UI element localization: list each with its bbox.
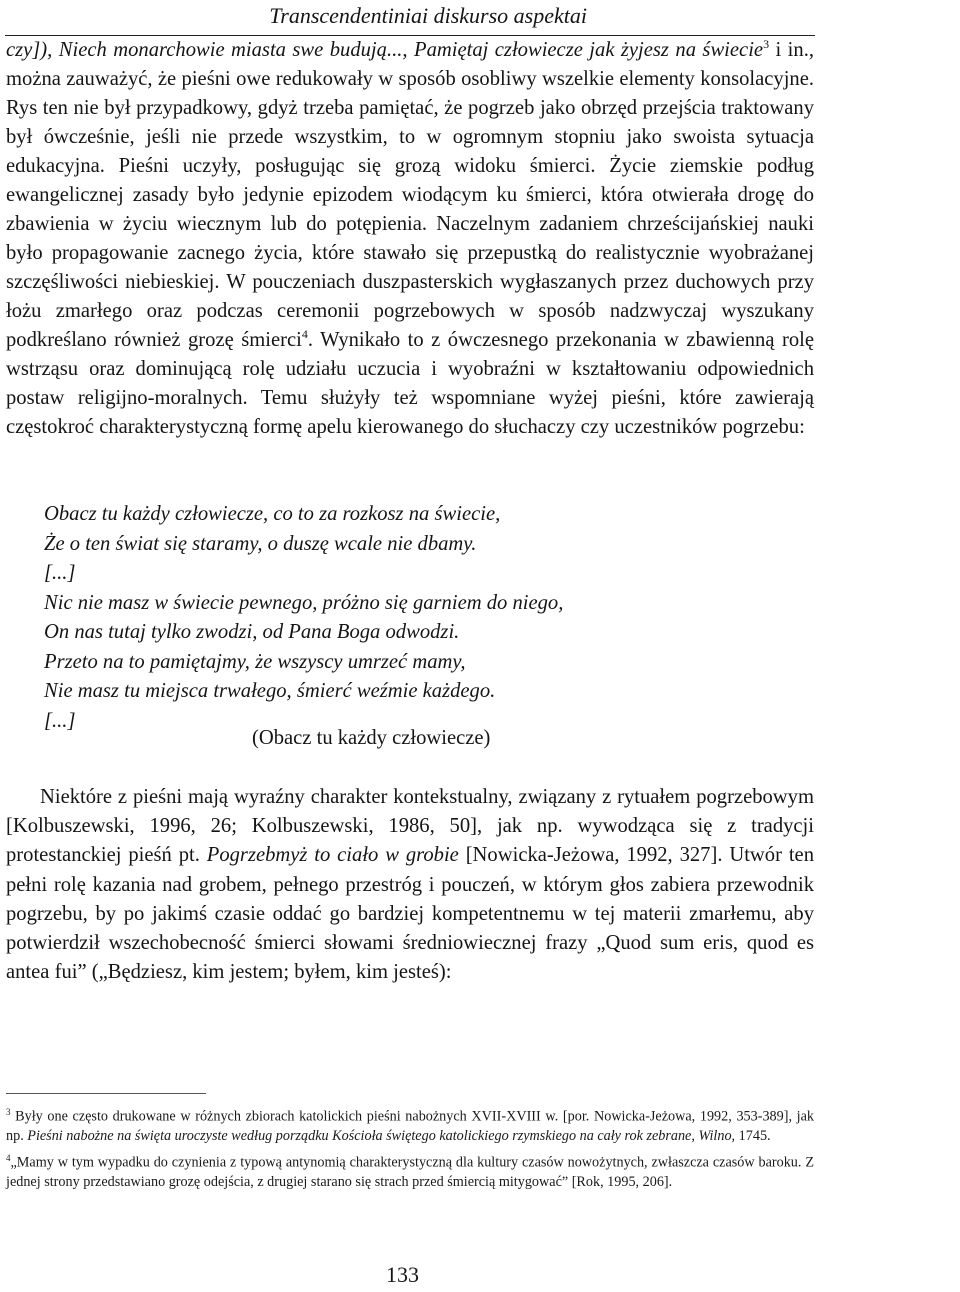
verse-line: Że o ten świat się staramy, o duszę wcale nie dbamy. (44, 532, 477, 555)
footnote-number: 3 (6, 1107, 11, 1117)
footnote-ref-4[interactable]: 4 (301, 327, 308, 342)
footnote-separator (6, 1093, 206, 1094)
header-title: Transcendentiniai diskurso aspektai (269, 3, 587, 28)
footnote-text: „Mamy w tym wypadku do czynienia z typową antynomią charakterystyczną dla kultury czasów nowożytnych, zwłaszcza czasów baroku. Z jednej strony przedstawiano grozę odejścia, z drugiej starano się strach przed śmiercią mitygować” [Rok, 1995, 206]. (6, 1154, 814, 1191)
verse-line: Obacz tu każdy człowiecze, co to za rozkosz na świecie, (44, 503, 501, 525)
footnote-text: Były one często drukowane w różnych zbiorach katolickich pieśni nabożnych XVII-XVIII w. [por. Nowicka-Jeżowa, 1992, 353-389], jak np. (6, 1108, 814, 1145)
paragraph-2-text-continued: [Nowicka-Jeżowa, 1992, 327]. Utwór ten pełni rolę kazania nad grobem, pełnego przestróg i pouczeń, w którym głos zabiera przewodnik pogrzebu, by po jakimś czasie oddać go bardziej kompetentnemu w tej materii zmarłemu, aby potwierdził wszechobecność śmierci słowami średniowiecznej frazy „Quod sum eris, quod es antea fui” („Będziesz, kim jestem; byłem, kim jesteś): (6, 844, 814, 984)
footnote-number: 4 (6, 1152, 11, 1163)
verse-ellipsis: [...] (44, 562, 76, 584)
footnote-italic-title: Pieśni nabożne na święta uroczyste według porządku Kościoła świętego katolickiego rzymskiego na cały rok zebrane, Wilno, (27, 1128, 736, 1145)
footnote-text-end: 1745. (735, 1128, 771, 1145)
footnotes (6, 1103, 814, 1195)
paragraph-1-text-continued: . Wynikało to z ówczesnego przekonania w zbawienną rolę wstrząsu oraz dominującą rolę udziału uczucia i wyobraźni w kształtowaniu odpowiednich postaw religijno-moralnych. Temu służyły też wspomniane wyżej pieśni, które zawierają częstokroć charakterystyczną formę apelu kierowanego do słuchaczy czy uczestników pogrzebu: (6, 329, 815, 438)
verse-line: Przeto na to pamiętajmy, że wszyscy umrzeć mamy, (44, 650, 466, 673)
paragraph-1-text: i in., można zauważyć, że pieśni owe redukowały w sposób osobliwy wszelkie elementy konsolacyjne. Rys ten nie był przypadkowy, gdyż trzeba pamiętać, że pogrzeb jako obrzęd przejścia traktowany był ówcześnie, jeśli nie przede wszystkim, to w ogromnym stopniu jako swoista sytuacja edukacyjna. Pieśni uczyły, posługując się grozą widoku śmierci. Życie ziemskie podług ewangelicznej zasady było jedynie epizodem wiodącym ku śmierci, która otwierała drogę do zbawienia w życiu wiecznym lub do potępienia. Naczelnym zadaniem chrześcijańskiej nauki było propagowanie zacnego życia, które stawało się przepustką do realistycznie wyobrażanej szczęśliwości niebieskiej. W pouczeniach duszpasterskich wygłaszanych przez duchowych przy łożu zmarłego oraz podczas ceremonii pogrzebowych w sposób nadzwyczaj wyszukany podkreślano również grozę śmierci (6, 39, 814, 351)
paragraph-1 (6, 36, 814, 442)
verse-line: Nie masz tu miejsca trwałego, śmierć weźmie każdego. (44, 680, 496, 702)
footnote-ref-3[interactable]: 3 (763, 37, 770, 52)
paragraph-2-text: Niektóre z pieśni mają wyraźny charakter kontekstualny, związany z rytuałem pogrzebowym [Kolbuszewski, 1996, 26; Kolbuszewski, 1986, 50], jak np. wywodząca się z tradycji protestanckiej pieśń pt. (6, 786, 814, 867)
paragraph-2 (6, 783, 814, 987)
verse-line: On nas tutaj tylko zwodzi, od Pana Boga odwodzi. (44, 621, 460, 643)
song-titles-italic: czy]), Niech monarchowie miasta swe budują..., Pamiętaj człowiecze jak żyjesz na świecie (6, 39, 764, 61)
footnote-4 (6, 1149, 814, 1193)
running-header (5, 3, 815, 36)
page-number: 133 (386, 1262, 419, 1287)
verse-ellipsis: [...] (44, 709, 76, 732)
verse-source: (Obacz tu każdy człowiecze) (252, 727, 491, 749)
footnote-3 (6, 1103, 814, 1147)
verse-quotation (44, 500, 764, 736)
song-title-italic: Pogrzebmyż to ciało w grobie (206, 844, 459, 867)
verse-line: Nic nie masz w świecie pewnego, próżno się garniem do niego, (44, 591, 564, 614)
